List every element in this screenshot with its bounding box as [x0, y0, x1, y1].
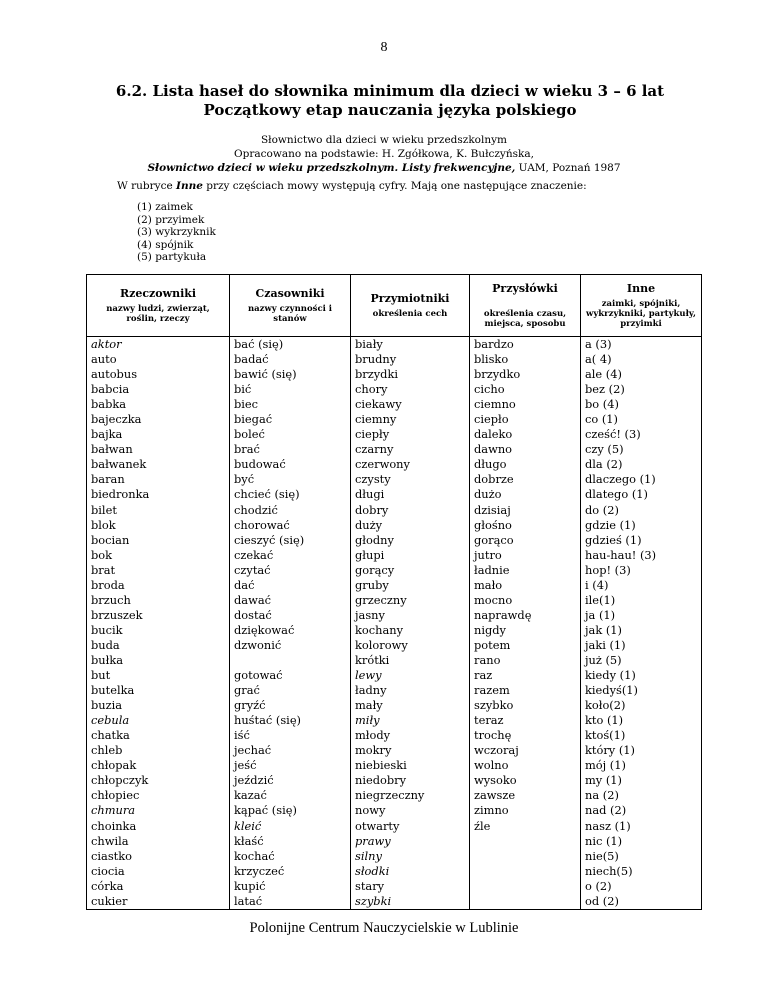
word-entry: gryźć	[234, 698, 266, 713]
word-entry: teraz	[474, 713, 504, 728]
word-entry: być	[234, 472, 255, 487]
word-entry: o (2)	[585, 878, 612, 893]
word-entry: ile(1)	[585, 592, 616, 607]
word-entry: krzyczeć	[234, 863, 285, 878]
word-entry: mokry	[355, 743, 392, 758]
word-entry: mało	[474, 577, 503, 592]
word-entry: my (1)	[585, 773, 622, 788]
header-title: Czasowniki	[255, 287, 325, 300]
word-entry: córka	[91, 878, 124, 893]
word-entry: niebieski	[355, 758, 407, 773]
section-title	[110, 82, 670, 120]
word-entry: mocno	[474, 592, 513, 607]
legend-item: (3) wykrzyknik	[137, 226, 216, 239]
header-title: Przysłówki	[492, 282, 558, 295]
word-entry: ktoś(1)	[585, 728, 626, 743]
word-entry: chwila	[91, 833, 129, 848]
word-entry: biedronka	[91, 487, 150, 502]
word-entry: dużo	[474, 487, 502, 502]
legend-item: (1) zaimek	[137, 201, 193, 213]
header-row	[87, 275, 702, 337]
word-entry: kiedyś(1)	[585, 683, 638, 698]
word-entry: chłopiec	[91, 788, 140, 803]
word-entry: lewy	[355, 668, 382, 683]
word-entry: biegać	[234, 412, 273, 427]
word-entry: kolorowy	[355, 637, 408, 652]
word-entry: niegrzeczny	[355, 788, 425, 803]
word-entry: młody	[355, 728, 391, 743]
legend-item: (5) partykuła	[137, 251, 207, 264]
word-entry: broda	[91, 577, 125, 592]
column-przymiotniki	[351, 337, 470, 910]
word-entry: gdzie (1)	[585, 517, 636, 532]
word-entry: jasny	[355, 607, 385, 622]
word-entry: buzia	[91, 698, 123, 713]
word-entry: jeździć	[234, 773, 274, 788]
word-entry: chleb	[91, 743, 123, 758]
word-entry: chorować	[234, 517, 290, 532]
word-entry: na (2)	[585, 788, 619, 803]
word-entry: krótki	[355, 652, 390, 667]
word-entry: ładnie	[474, 562, 510, 577]
word-entry: zawsze	[474, 788, 516, 803]
word-entry: a (3)	[585, 337, 612, 351]
word-entry: niech(5)	[585, 863, 633, 878]
word-entry: ale (4)	[585, 367, 622, 382]
word-entry: dobrze	[474, 472, 514, 487]
word-entry: biec	[234, 397, 259, 412]
header-subtitle: zaimki, spójniki, wykrzykniki, partykuły, przyimki	[586, 299, 696, 329]
word-entry: chłopczyk	[91, 773, 149, 788]
word-entry: chłopak	[91, 758, 137, 773]
word-entry: grać	[234, 683, 260, 698]
word-entry: bo (4)	[585, 397, 619, 412]
word-entry: od (2)	[585, 893, 619, 908]
word-entry: rano	[474, 652, 501, 667]
header-przyslowki	[470, 275, 581, 337]
word-entry: cicho	[474, 382, 505, 397]
word-list-table	[86, 274, 702, 910]
note-paragraph	[117, 180, 717, 192]
word-entry: kiedy (1)	[585, 668, 636, 683]
column-rzeczowniki	[87, 337, 230, 910]
title-line-1: 6.2. Lista haseł do słownika minimum dla dzieci w wieku 3 – 6 lat	[115, 82, 665, 100]
word-entry: kupić	[234, 878, 266, 893]
word-entry: dobry	[355, 502, 389, 517]
word-entry: kochać	[234, 848, 275, 863]
word-entry: brudny	[355, 352, 397, 367]
word-entry: długi	[355, 487, 385, 502]
header-subtitle: nazwy czynności i stanów	[247, 304, 333, 324]
word-entry: wolno	[474, 758, 509, 773]
word-entry: raz	[474, 668, 493, 683]
word-entry: chodzić	[234, 502, 278, 517]
word-entry: brzydki	[355, 367, 399, 382]
word-entry: otwarty	[355, 818, 400, 833]
word-entry: choinka	[91, 818, 137, 833]
source-line-2: Opracowano na podstawie: H. Zgółkowa, K. Bułczyńska,	[234, 148, 534, 160]
word-entry: szybko	[474, 698, 514, 713]
word-entry: który (1)	[585, 743, 635, 758]
word-entry: dać	[234, 577, 255, 592]
word-entry: szybki	[355, 893, 392, 908]
word-entry: dlatego (1)	[585, 487, 648, 502]
word-entry: chory	[355, 382, 388, 397]
note-text-pre: W rubryce	[117, 180, 177, 192]
word-entry: gruby	[355, 577, 389, 592]
word-entry: bajeczka	[91, 412, 142, 427]
word-entry: gorący	[355, 562, 395, 577]
word-entry: do (2)	[585, 502, 619, 517]
word-entry: wczoraj	[474, 743, 519, 758]
word-entry: chcieć (się)	[234, 487, 300, 502]
word-entry: dawno	[474, 442, 513, 457]
word-entry: butelka	[91, 683, 135, 698]
legend-item: (2) przyimek	[137, 213, 205, 226]
word-entry: jeść	[234, 758, 257, 773]
word-entry: cukier	[91, 893, 128, 908]
word-entry: bucik	[91, 622, 123, 637]
header-rzeczowniki	[87, 275, 230, 337]
word-entry: baran	[91, 472, 125, 487]
word-entry: czerwony	[355, 457, 410, 472]
word-entry: co (1)	[585, 412, 618, 427]
word-entry: badać	[234, 352, 269, 367]
word-entry: blok	[91, 517, 116, 532]
column-inne	[581, 337, 702, 910]
word-entry: bałwanek	[91, 457, 147, 472]
word-entry: ciekawy	[355, 397, 402, 412]
word-entry: ja (1)	[585, 607, 616, 622]
header-subtitle: określenia czasu, miejsca, sposobu	[483, 309, 567, 329]
footer: Polonijne Centrum Nauczycielskie w Lublinie	[249, 920, 519, 936]
word-entry: prawy	[355, 833, 391, 848]
word-entry: cześć! (3)	[585, 427, 641, 442]
word-entry: babka	[91, 397, 127, 412]
word-entry: huśtać (się)	[234, 713, 302, 728]
word-entry: grzeczny	[355, 592, 407, 607]
word-entry: głośno	[474, 517, 512, 532]
word-entry: bać (się)	[234, 337, 284, 351]
word-entry: bałwan	[91, 442, 133, 457]
word-entry: budować	[234, 457, 286, 472]
word-entry: czytać	[234, 562, 271, 577]
word-entry: a( 4)	[585, 352, 612, 367]
word-entry: brat	[91, 562, 116, 577]
word-entry: długo	[474, 457, 507, 472]
word-entry: nad (2)	[585, 803, 627, 818]
column-przyslowki	[470, 337, 581, 910]
word-entry: czekać	[234, 547, 274, 562]
word-entry: ciemny	[355, 412, 397, 427]
word-entry: blisko	[474, 352, 509, 367]
word-entry: bilet	[91, 502, 117, 517]
legend-item: (4) spójnik	[137, 238, 194, 251]
word-entry: kazać	[234, 788, 267, 803]
word-entry	[234, 653, 346, 668]
word-entry: brzydko	[474, 367, 521, 382]
word-entry: cebula	[91, 713, 130, 728]
word-entry: stary	[355, 878, 385, 893]
word-entry: nowy	[355, 803, 386, 818]
page-number: 8	[380, 40, 388, 55]
word-entry: trochę	[474, 728, 512, 743]
source-line-1: Słownictwo dla dzieci w wieku przedszkolnym	[260, 134, 508, 146]
word-entry: daleko	[474, 427, 513, 442]
word-entry: kochany	[355, 622, 404, 637]
word-entry: chmura	[91, 803, 136, 818]
word-entry: dostać	[234, 607, 272, 622]
word-entry: gotować	[234, 668, 283, 683]
word-entry: źle	[474, 818, 491, 833]
word-entry: bić	[234, 382, 252, 397]
header-title: Rzeczowniki	[119, 287, 197, 300]
word-entry: potem	[474, 637, 511, 652]
word-entry: ciemno	[474, 397, 516, 412]
header-subtitle: określenia cech	[372, 309, 448, 319]
word-entry: biały	[355, 337, 383, 351]
word-entry: cieszyć (się)	[234, 532, 305, 547]
word-entry: bez (2)	[585, 382, 625, 397]
word-entry: nigdy	[474, 622, 506, 637]
word-entry: brzuch	[91, 592, 131, 607]
words-row	[87, 337, 702, 910]
word-entry: czarny	[355, 442, 394, 457]
word-entry: auto	[91, 352, 117, 367]
word-entry: koło(2)	[585, 698, 626, 713]
source-citation	[60, 161, 708, 175]
word-entry: jutro	[474, 547, 502, 562]
word-entry: jaki (1)	[585, 637, 626, 652]
word-entry: głupi	[355, 547, 385, 562]
word-entry: głodny	[355, 532, 394, 547]
word-entry: słodki	[355, 863, 390, 878]
word-entry: gorąco	[474, 532, 514, 547]
word-entry: jechać	[234, 743, 272, 758]
word-entry: dziękować	[234, 622, 295, 637]
word-entry: nie(5)	[585, 848, 619, 863]
word-entry: ciocia	[91, 863, 125, 878]
word-entry: duży	[355, 517, 383, 532]
word-entry: bok	[91, 547, 113, 562]
word-entry: ciepło	[474, 412, 509, 427]
word-entry: nic (1)	[585, 833, 623, 848]
word-entry: iść	[234, 728, 250, 743]
word-entry: silny	[355, 848, 382, 863]
word-entry: bułka	[91, 652, 124, 667]
word-entry: hop! (3)	[585, 562, 631, 577]
word-entry: bajka	[91, 427, 123, 442]
word-entry: czy (5)	[585, 442, 624, 457]
word-entry: kąpać (się)	[234, 803, 297, 818]
word-entry: brzuszek	[91, 607, 143, 622]
word-entry: brać	[234, 442, 260, 457]
source-publisher: UAM, Poznań 1987	[515, 162, 621, 174]
header-inne	[581, 275, 702, 337]
word-entry: bardzo	[474, 337, 514, 351]
word-entry: gdzieś (1)	[585, 532, 642, 547]
word-entry: dawać	[234, 592, 272, 607]
header-subtitle: nazwy ludzi, zwierząt, roślin, rzeczy	[106, 304, 210, 324]
legend-list	[137, 201, 216, 264]
header-czasowniki	[230, 275, 351, 337]
word-entry: chatka	[91, 728, 130, 743]
word-entry: babcia	[91, 382, 130, 397]
header-title: Przymiotniki	[370, 292, 450, 305]
word-entry: dla (2)	[585, 457, 623, 472]
word-entry: latać	[234, 893, 263, 908]
source-block	[60, 133, 708, 175]
word-entry: kłaść	[234, 833, 264, 848]
word-entry: miły	[355, 713, 380, 728]
word-entry: dlaczego (1)	[585, 472, 656, 487]
word-entry: mój (1)	[585, 758, 626, 773]
word-entry: zimno	[474, 803, 509, 818]
word-entry: kleić	[234, 818, 262, 833]
word-entry: już (5)	[585, 652, 622, 667]
word-entry: wysoko	[474, 773, 517, 788]
note-text-bold: Inne	[176, 180, 203, 192]
word-entry: bocian	[91, 532, 130, 547]
word-entry: kto (1)	[585, 713, 624, 728]
word-entry: jak (1)	[585, 622, 622, 637]
word-entry: ładny	[355, 683, 387, 698]
word-entry: nasz (1)	[585, 818, 631, 833]
word-entry: ciastko	[91, 848, 132, 863]
word-entry: but	[91, 668, 111, 683]
word-entry: autobus	[91, 367, 138, 382]
header-przymiotniki	[351, 275, 470, 337]
word-entry: dzwonić	[234, 637, 282, 652]
word-entry: i (4)	[585, 577, 609, 592]
word-entry: dzisiaj	[474, 502, 511, 517]
word-entry: boleć	[234, 427, 265, 442]
title-line-2: Początkowy etap nauczania języka polskiego	[203, 101, 577, 119]
note-text-post: przy częściach mowy występują cyfry. Mają one następujące znaczenie:	[202, 180, 587, 192]
word-entry: aktor	[91, 337, 122, 351]
word-entry: razem	[474, 683, 510, 698]
header-title: Inne	[626, 282, 656, 295]
word-entry: ciepły	[355, 427, 390, 442]
word-entry: hau-hau! (3)	[585, 547, 657, 562]
word-entry: bawić (się)	[234, 367, 297, 382]
column-czasowniki	[230, 337, 351, 910]
source-book-title: Słownictwo dzieci w wieku przedszkolnym. Listy frekwencyjne,	[147, 162, 516, 174]
word-entry: buda	[91, 637, 120, 652]
word-entry: mały	[355, 698, 383, 713]
word-entry: naprawdę	[474, 607, 532, 622]
word-entry: czysty	[355, 472, 391, 487]
word-entry: niedobry	[355, 773, 407, 788]
